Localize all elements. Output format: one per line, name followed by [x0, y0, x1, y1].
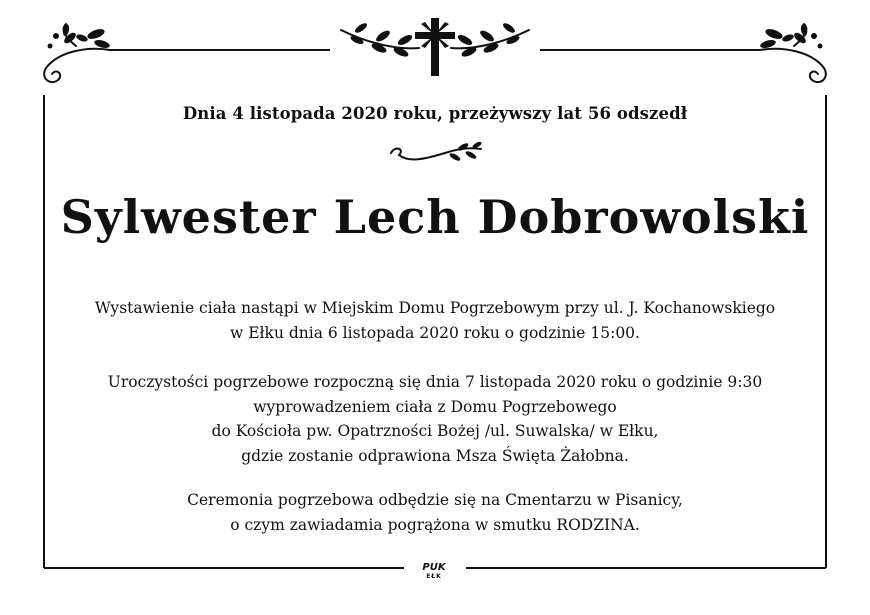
paragraph-line: wyprowadzeniem ciała z Domu Pogrzebowego [253, 397, 617, 416]
burial-paragraph [44, 488, 826, 537]
paragraph-line: w Ełku dnia 6 listopada 2020 roku o godzinie 15:00. [230, 323, 640, 342]
floral-corner-icon [724, 16, 834, 88]
paragraph-line: Uroczystości pogrzebowe rozpoczną się dnia 7 listopada 2020 roku o godzinie 9:30 [107, 373, 763, 391]
paragraph-line: Ceremonia pogrzebowa odbędzie się na Cmentarzu w Pisanicy, [187, 491, 683, 509]
floral-corner-icon [36, 16, 146, 88]
viewing-paragraph [44, 296, 826, 345]
death-notice-intro: Dnia 4 listopada 2020 roku, przeżywszy lat 56 odszedł [182, 104, 688, 123]
logo-line: PUK [422, 562, 446, 573]
deceased-name: Sylwester Lech Dobrowolski [60, 190, 810, 244]
ceremony-paragraph [44, 370, 826, 468]
logo-line: EŁK [426, 573, 442, 580]
puk-logo [412, 562, 456, 590]
cross-with-laurel-icon [335, 12, 535, 80]
paragraph-line: o czym zawiadamia pogrążona w smutku RODZINA. [230, 515, 640, 534]
paragraph-line: gdzie zostanie odprawiona Msza Święta Żałobna. [241, 446, 629, 465]
leaf-sprig-icon [385, 141, 485, 167]
paragraph-line: Wystawienie ciała nastąpi w Miejskim Domu Pogrzebowym przy ul. J. Kochanowskiego [94, 299, 776, 317]
paragraph-line: do Kościoła pw. Opatrzności Bożej /ul. Suwalska/ w Ełku, [211, 422, 659, 440]
